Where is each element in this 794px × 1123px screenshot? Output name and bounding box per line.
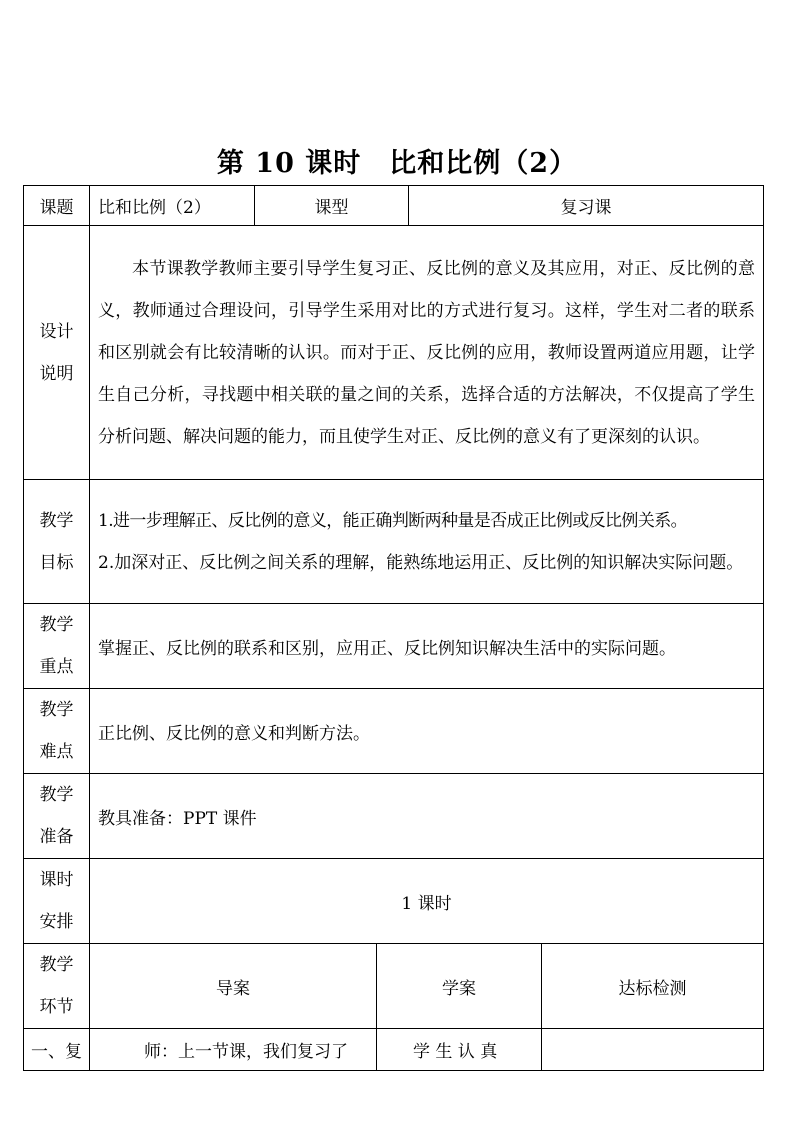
stages-header-row [24, 944, 764, 1029]
design-label: 设计 说明 [24, 226, 90, 480]
schedule-label: 课时 安排 [24, 859, 90, 944]
page-title: 第 10 课时 比和比例（2） [216, 148, 578, 179]
lesson-plan-table [23, 185, 764, 1071]
topic-row [24, 186, 764, 226]
preparation-row [24, 774, 764, 859]
type-label: 课型 [255, 186, 409, 226]
key-points-row [24, 604, 764, 689]
preparation-label: 教学 准备 [24, 774, 90, 859]
difficulties-label: 教学 难点 [24, 689, 90, 774]
stage-review-check [542, 1029, 764, 1071]
schedule-row [24, 859, 764, 944]
stage-review-label: 一、复 [24, 1029, 90, 1071]
design-row [24, 226, 764, 480]
key-points-text: 掌握正、反比例的联系和区别，应用正、反比例知识解决生活中的实际问题。 [90, 604, 764, 689]
stage-review-guide: 师：上一节课，我们复习了 [90, 1029, 377, 1071]
col-student-header: 学案 [377, 944, 542, 1029]
schedule-text: 1 课时 [90, 859, 764, 944]
topic-label: 课题 [24, 186, 90, 226]
table-row [24, 1029, 764, 1071]
stage-review-student: 学 生 认 真 [377, 1029, 542, 1071]
stages-label: 教学 环节 [24, 944, 90, 1029]
goals-content [90, 480, 764, 604]
goals-label: 教学 目标 [24, 480, 90, 604]
difficulties-text: 正比例、反比例的意义和判断方法。 [90, 689, 764, 774]
difficulties-row [24, 689, 764, 774]
goals-row [24, 480, 764, 604]
design-text: 本节课教学教师主要引导学生复习正、反比例的意义及其应用，对正、反比例的意义，教师通过合理设问，引导学生采用对比的方式进行复习。这样，学生对二者的联系和区别就会有比较清晰的认识。而对于正、反比例的应用，教师设置两道应用题，让学生自己分析，寻找题中相关联的量之间的关系，选择合适的方法解决，不仅提高了学生分析问题、解决问题的能力，而且使学生对正、反比例的意义有了更深刻的认识。 [90, 226, 764, 480]
topic-value: 比和比例（2） [90, 186, 255, 226]
goal-item-2: 2.加深对正、反比例之间关系的理解，能熟练地运用正、反比例的知识解决实际问题。 [98, 552, 744, 573]
preparation-text: 教具准备：PPT 课件 [90, 774, 764, 859]
col-guide-header: 导案 [90, 944, 377, 1029]
col-check-header: 达标检测 [542, 944, 764, 1029]
key-points-label: 教学 重点 [24, 604, 90, 689]
type-value: 复习课 [409, 186, 764, 226]
goal-item-1: 1.进一步理解正、反比例的意义，能正确判断两种量是否成正比例或反比例关系。 [98, 510, 688, 531]
